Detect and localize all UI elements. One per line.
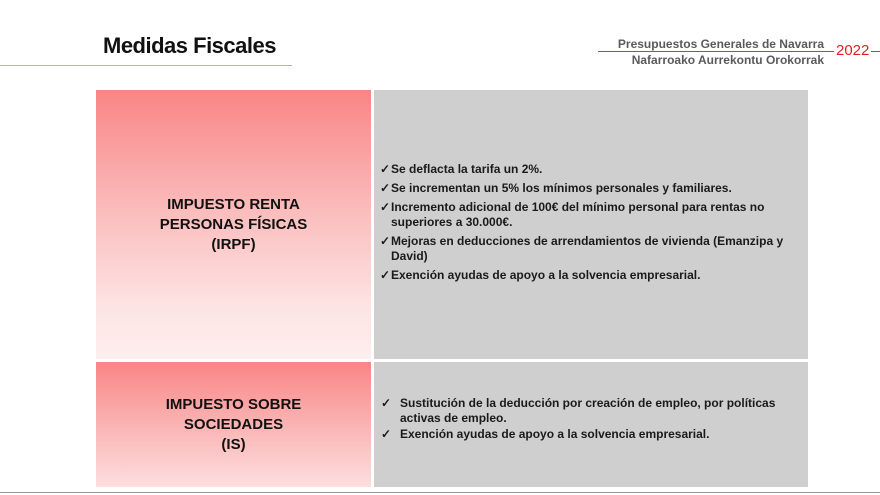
list-item <box>381 396 798 426</box>
list-item <box>380 181 798 196</box>
list-item-text: Incremento adicional de 100€ del mínimo personal para rentas no superiores a 30.000€. <box>391 200 765 229</box>
table-row-irpf <box>96 90 808 359</box>
list-item-text: Exención ayudas de apoyo a la solvencia empresarial. <box>400 427 710 441</box>
list-item <box>381 427 798 442</box>
checkmark-icon: ✓ <box>380 162 391 176</box>
checkmark-icon: ✓ <box>381 427 392 441</box>
row-label-cell <box>96 90 371 359</box>
row-label-line: SOCIEDADES <box>183 415 284 433</box>
header-year: 2022 <box>836 42 870 59</box>
header-subtitle-line-1: Presupuestos Generales de Navarra <box>617 37 824 51</box>
page-title: Medidas Fiscales <box>103 33 276 58</box>
row-label-line: IMPUESTO SOBRE <box>165 395 302 413</box>
row-content-cell <box>374 90 808 359</box>
list-item-text: Exención ayudas de apoyo a la solvencia empresarial. <box>391 268 701 282</box>
list-item <box>380 234 798 264</box>
header-subtitle-line-2: Nafarroako Aurrekontu Orokorrak <box>631 53 824 67</box>
list-item <box>380 162 798 177</box>
measures-list <box>374 396 808 443</box>
list-item-text: Se incrementan un 5% los mínimos personales y familiares. <box>391 181 732 195</box>
footer-rule <box>0 492 880 493</box>
checkmark-icon: ✓ <box>380 200 391 214</box>
list-item-text: Se deflacta la tarifa un 2%. <box>391 162 543 176</box>
row-content-cell <box>374 362 808 487</box>
list-item <box>380 200 798 230</box>
list-item-text: Sustitución de la deducción por creación de empleo, por políticas activas de empleo. <box>400 396 776 425</box>
list-item <box>380 268 798 283</box>
checkmark-icon: ✓ <box>380 234 391 248</box>
header-subtitle <box>618 36 824 68</box>
row-label-line: (IS) <box>221 435 246 453</box>
row-label-line: PERSONAS FÍSICAS <box>159 215 308 233</box>
title-underline <box>0 65 292 66</box>
row-label-cell <box>96 362 371 487</box>
checkmark-icon: ✓ <box>380 181 391 195</box>
table-row-is <box>96 362 808 487</box>
row-label-line: (IRPF) <box>211 235 256 253</box>
list-item-text: Mejoras en deducciones de arrendamientos de vivienda (Emanzipa y David) <box>391 234 784 263</box>
checkmark-icon: ✓ <box>380 268 391 282</box>
row-label-line: IMPUESTO RENTA <box>167 195 300 213</box>
checkmark-icon: ✓ <box>381 396 392 410</box>
measures-list <box>374 162 808 287</box>
